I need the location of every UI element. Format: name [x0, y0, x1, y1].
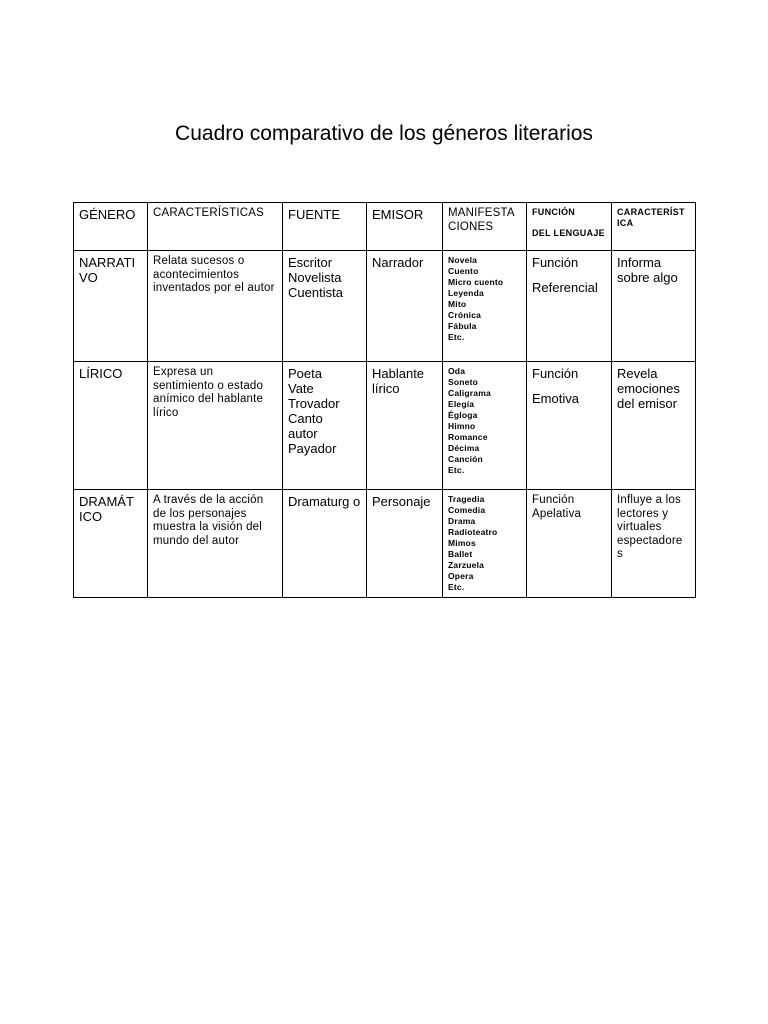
manifestacion-item: Comedia	[448, 505, 486, 515]
fuente-item: autor	[288, 426, 318, 441]
manifestacion-item: Micro cuento	[448, 277, 504, 287]
cell-fuente	[283, 362, 367, 490]
cell-emisor: Hablante lírico	[367, 362, 443, 490]
manifestacion-item: Opera	[448, 571, 474, 581]
cell-caracteristica: Influye a los lectores y virtuales espectadore s	[612, 490, 696, 598]
funcion-line: Función	[532, 366, 579, 381]
manifestacion-item: Radioteatro	[448, 527, 498, 537]
table-row	[74, 251, 696, 362]
cell-emisor: Personaje	[367, 490, 443, 598]
cell-caracteristicas: Expresa un sentimiento o estado anímico del hablante lírico	[148, 362, 283, 490]
funcion-line: Función	[532, 494, 575, 506]
fuente-item: Escritor	[288, 255, 333, 270]
manifestacion-item: Drama	[448, 516, 476, 526]
manifestacion-item: Etc.	[448, 582, 465, 592]
cell-emisor: Narrador	[367, 251, 443, 362]
funcion-line: Referencial	[532, 280, 598, 295]
fuente-item: Dramaturg o	[288, 494, 361, 509]
manifestacion-item: Etc.	[448, 332, 465, 342]
header-caracteristica: CARACTERÍST ICA	[612, 203, 696, 251]
cell-manifestaciones	[443, 490, 527, 598]
manifestacion-item: Zarzuela	[448, 560, 485, 570]
manifestacion-item: Mito	[448, 299, 467, 309]
cell-caracteristica: Revela emociones del emisor	[612, 362, 696, 490]
cell-genero: DRAMÁT ICO	[74, 490, 148, 598]
funcion-line: Función	[532, 255, 579, 270]
manifestacion-item: Soneto	[448, 377, 479, 387]
manifestacion-item: Himno	[448, 421, 476, 431]
header-manifestaciones: MANIFESTA CIONES	[443, 203, 527, 251]
fuente-item: Trovador	[288, 396, 340, 411]
cell-caracteristica: Informa sobre algo	[612, 251, 696, 362]
manifestacion-item: Crónica	[448, 310, 482, 320]
cell-caracteristicas: A través de la acción de los personajes muestra la visión del mundo del autor	[148, 490, 283, 598]
fuente-item: Vate	[288, 381, 314, 396]
cell-fuente	[283, 251, 367, 362]
cell-manifestaciones	[443, 251, 527, 362]
funcion-line: Emotiva	[532, 391, 579, 406]
manifestacion-item: Romance	[448, 432, 488, 442]
cell-genero: LÍRICO	[74, 362, 148, 490]
manifestacion-item: Décima	[448, 443, 480, 453]
header-row	[74, 203, 696, 251]
manifestacion-item: Elegía	[448, 399, 475, 409]
table-row	[74, 490, 696, 598]
cell-fuente	[283, 490, 367, 598]
header-funcion-line2: DEL LENGUAJE	[532, 228, 605, 238]
header-fuente: FUENTE	[283, 203, 367, 251]
cell-genero: NARRATI VO	[74, 251, 148, 362]
fuente-item: Payador	[288, 441, 337, 456]
manifestacion-item: Fábula	[448, 321, 477, 331]
fuente-item: Novelista	[288, 270, 342, 285]
header-caracteristicas: CARACTERÍSTICAS	[148, 203, 283, 251]
cell-funcion	[527, 251, 612, 362]
manifestacion-item: Leyenda	[448, 288, 484, 298]
manifestacion-item: Oda	[448, 366, 466, 376]
header-funcion-line1: FUNCIÓN	[532, 207, 576, 217]
manifestacion-item: Tragedia	[448, 494, 485, 504]
manifestacion-item: Égloga	[448, 410, 478, 420]
manifestacion-item: Canción	[448, 454, 483, 464]
funcion-line: Apelativa	[532, 507, 582, 520]
header-funcion	[527, 203, 612, 251]
comparison-table	[73, 202, 696, 598]
table-row	[74, 362, 696, 490]
header-emisor: EMISOR	[367, 203, 443, 251]
cell-manifestaciones	[443, 362, 527, 490]
cell-funcion	[527, 490, 612, 598]
fuente-item: Cuentista	[288, 285, 343, 300]
manifestacion-item: Novela	[448, 255, 478, 265]
fuente-item: Canto	[288, 411, 323, 426]
cell-funcion	[527, 362, 612, 490]
manifestacion-item: Etc.	[448, 465, 465, 475]
manifestacion-item: Ballet	[448, 549, 473, 559]
page-title: Cuadro comparativo de los géneros literarios	[175, 122, 593, 145]
manifestacion-item: Mimos	[448, 538, 476, 548]
fuente-item: Poeta	[288, 366, 322, 381]
manifestacion-item: Caligrama	[448, 388, 491, 398]
cell-caracteristicas: Relata sucesos o acontecimientos inventados por el autor	[148, 251, 283, 362]
header-genero: GÉNERO	[74, 203, 148, 251]
manifestacion-item: Cuento	[448, 266, 479, 276]
